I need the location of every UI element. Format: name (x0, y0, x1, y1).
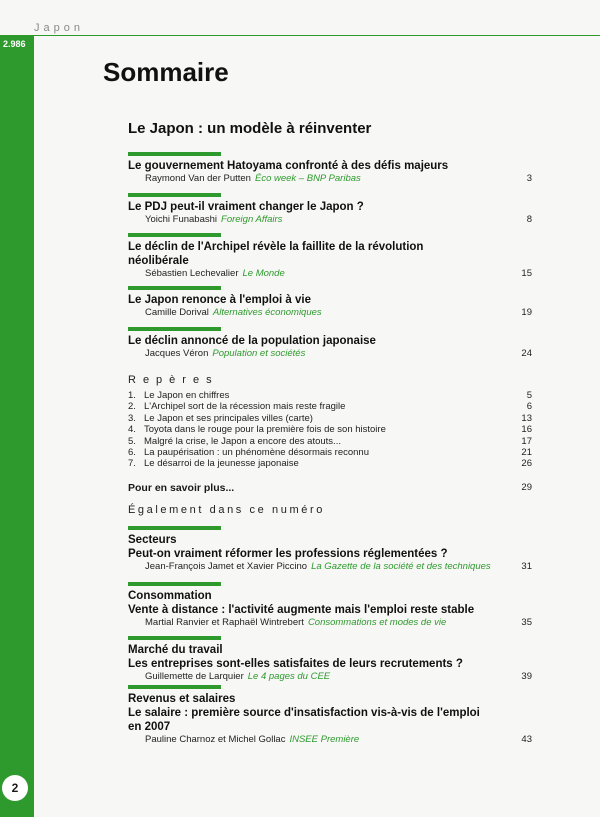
byline (128, 617, 532, 629)
page-ref: 5 (526, 390, 532, 401)
list-item[interactable] (128, 447, 532, 458)
section-label: Revenus et salaires (128, 693, 236, 705)
page-ref: 17 (521, 435, 532, 447)
page-ref: 3 (526, 173, 532, 184)
item-number: 6. (128, 447, 136, 459)
toc-entry[interactable] (128, 152, 532, 185)
page-ref: 39 (521, 671, 532, 682)
byline (128, 307, 532, 319)
green-bar (128, 685, 221, 689)
reperes-heading: Repères (128, 374, 219, 386)
toc-entry[interactable] (128, 685, 532, 746)
list-item[interactable] (128, 390, 532, 401)
author: Pauline Charnoz et Michel Gollac (145, 734, 286, 745)
author: Raymond Van der Putten (145, 173, 251, 184)
green-bar (128, 636, 221, 640)
item-number: 1. (128, 390, 136, 401)
toc-entry[interactable] (128, 582, 532, 629)
article-title: Le Japon renonce à l'emploi à vie (128, 294, 311, 306)
item-number: 3. (128, 412, 136, 424)
item-label: Le Japon et ses principales villes (carte) (144, 412, 313, 424)
author: Jean-François Jamet et Xavier Piccino (145, 561, 308, 572)
list-item[interactable] (128, 424, 532, 435)
author: Yoichi Funabashi (145, 214, 218, 225)
source: Éco week – BNP Paribas (254, 173, 361, 184)
byline (128, 561, 532, 573)
article-title: Le gouvernement Hatoyama confronté à des défis majeurs (128, 160, 449, 172)
page-ref: 8 (526, 214, 532, 225)
page-ref: 35 (521, 617, 532, 628)
page-ref: 16 (521, 424, 532, 436)
toc-entry[interactable] (128, 233, 532, 280)
item-number: 2. (128, 401, 136, 413)
list-item[interactable] (128, 436, 532, 447)
author: Martial Ranvier et Raphaël Wintrebert (145, 617, 304, 628)
item-number: 4. (128, 424, 136, 436)
item-label: Le désarroi de la jeunesse japonaise (144, 458, 299, 470)
source: Population et sociétés (212, 348, 306, 359)
green-bar (128, 233, 221, 237)
source: INSEE Première (289, 734, 360, 745)
item-label: Le Japon en chiffres (144, 390, 230, 401)
page-ref: 21 (521, 447, 532, 459)
green-bar (128, 327, 221, 331)
list-item[interactable] (128, 413, 532, 424)
item-label: La paupérisation : un phénomène désormais reconnu (144, 447, 369, 459)
list-item[interactable] (128, 401, 532, 412)
source: Consommations et modes de vie (307, 617, 447, 628)
section-label: Consommation (128, 590, 212, 602)
article-title: Le déclin de l'Archipel révèle la faillite de la révolution néolibérale (128, 241, 424, 267)
source: Foreign Affairs (221, 214, 283, 225)
further-reading-entry[interactable] (128, 482, 532, 494)
source: Le 4 pages du CEE (247, 671, 331, 682)
further-reading-label: Pour en savoir plus... (128, 482, 235, 494)
page-ref: 15 (521, 268, 532, 279)
source: Alternatives économiques (212, 307, 322, 318)
green-bar (128, 526, 221, 530)
item-number: 7. (128, 458, 136, 470)
header-rule (0, 35, 600, 36)
green-sidebar (0, 36, 34, 817)
byline (128, 268, 532, 280)
green-bar (128, 193, 221, 197)
item-label: Toyota dans le rouge pour la première fois de son histoire (144, 424, 386, 436)
article-title: Vente à distance : l'activité augmente mais l'emploi reste stable (128, 604, 475, 616)
section-label: Marché du travail (128, 644, 223, 656)
item-number: 5. (128, 435, 136, 447)
article-title: Le PDJ peut-il vraiment changer le Japon ? (128, 201, 364, 213)
item-label: L'Archipel sort de la récession mais reste fragile (144, 401, 346, 413)
byline (128, 734, 532, 746)
page-ref: 29 (521, 482, 532, 493)
byline (128, 173, 532, 185)
byline (128, 348, 532, 360)
page-ref: 19 (521, 307, 532, 318)
page-title: Sommaire (103, 57, 229, 87)
also-heading: Également dans ce numéro (128, 504, 325, 516)
page-ref: 26 (521, 458, 532, 470)
source: La Gazette de la société et des techniques (311, 561, 491, 572)
byline (128, 671, 532, 683)
article-title: Peut-on vraiment réformer les professions réglementées ? (128, 548, 448, 560)
issue-number: 2.986 (3, 39, 26, 49)
toc-entry[interactable] (128, 636, 532, 683)
page-ref: 6 (526, 401, 532, 413)
source: Le Monde (242, 268, 285, 279)
green-bar (128, 582, 221, 586)
page-ref: 43 (521, 734, 532, 745)
toc-entry[interactable] (128, 526, 532, 573)
page-ref: 13 (521, 412, 532, 424)
author: Jacques Véron (145, 348, 209, 359)
item-label: Malgré la crise, le Japon a encore des atouts... (144, 435, 341, 447)
page-ref: 24 (521, 348, 532, 359)
green-bar (128, 152, 221, 156)
author: Guillemette de Larquier (145, 671, 244, 682)
article-title: Le déclin annoncé de la population japonaise (128, 335, 376, 347)
byline (128, 214, 532, 226)
toc-entry[interactable] (128, 327, 532, 360)
section-label: Secteurs (128, 534, 177, 546)
toc-entry[interactable] (128, 286, 532, 319)
author: Sébastien Lechevalier (145, 268, 239, 279)
article-title: Le salaire : première source d'insatisfaction vis-à-vis de l'emploi en 2007 (128, 707, 480, 733)
page-number: 2 (2, 775, 28, 801)
article-title: Les entreprises sont-elles satisfaites de leurs recrutements ? (128, 658, 463, 670)
running-head: Japon (34, 22, 84, 34)
page-ref: 31 (521, 561, 532, 572)
author: Camille Dorival (145, 307, 209, 318)
dossier-subtitle: Le Japon : un modèle à réinventer (128, 120, 372, 137)
toc-entry[interactable] (128, 193, 532, 226)
green-bar (128, 286, 221, 290)
reperes-list (128, 390, 532, 470)
list-item[interactable] (128, 458, 532, 469)
